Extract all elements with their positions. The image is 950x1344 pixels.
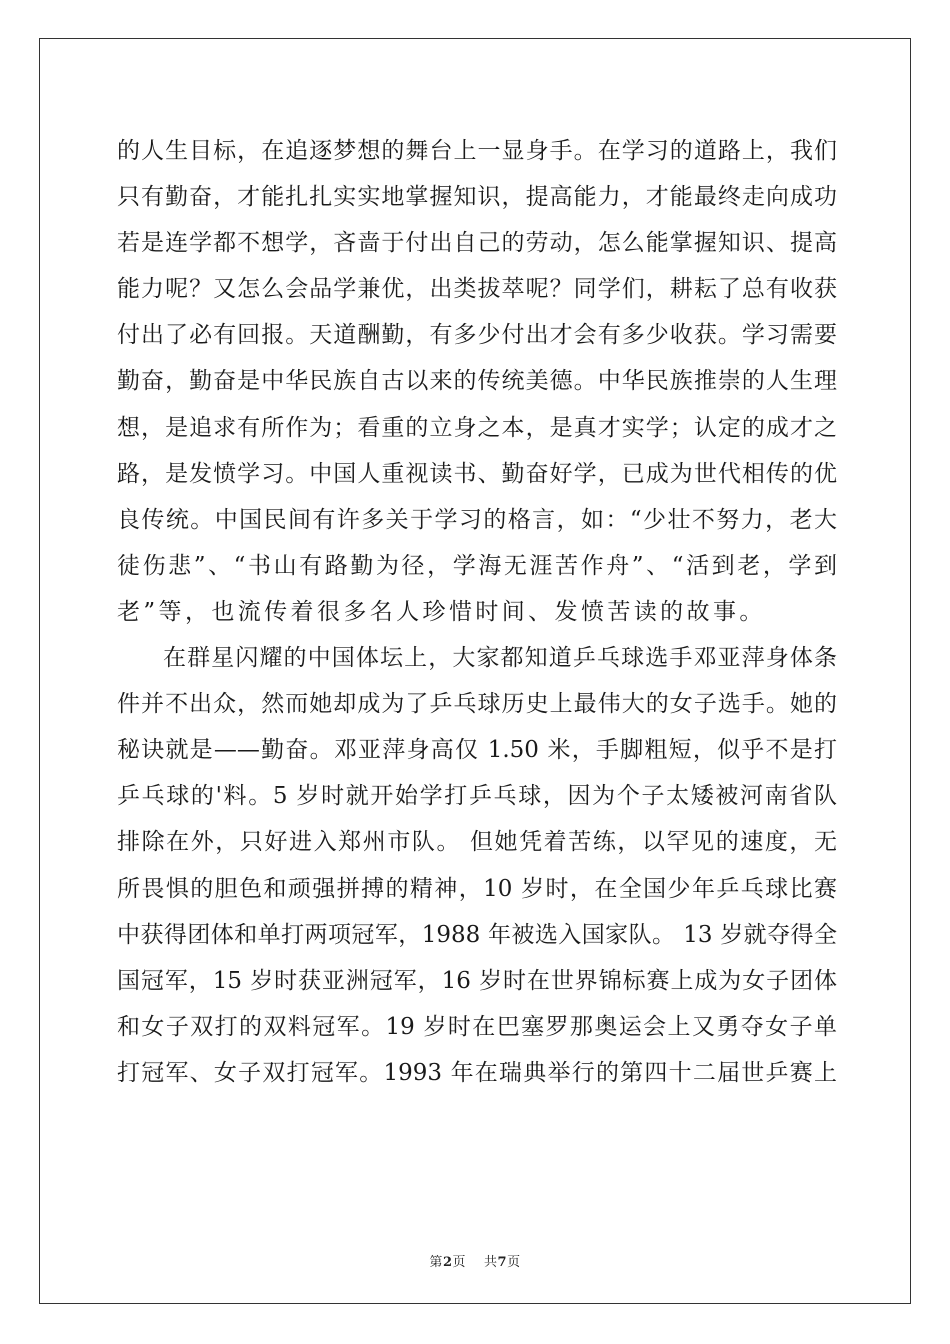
text-line: 良传统。中国民间有许多关于学习的格言，如：“少壮不努力，老大 — [117, 506, 837, 533]
text-line: 和女子双打的双料冠军。19 岁时在巴塞罗那奥运会上又勇夺女子单 — [117, 1013, 837, 1040]
text-line: 乒乓球的'料。5 岁时就开始学打乒乓球，因为个子太矮被河南省队 — [117, 783, 837, 810]
page-number: 2 — [442, 1255, 453, 1270]
total-prefix: 共 — [484, 1255, 498, 1270]
text-line: 中获得团体和单打两项冠军，1988 年被选入国家队。 13 岁就夺得全 — [117, 921, 837, 948]
text-line: 勤奋，勤奋是中华民族自古以来的传统美德。中华民族推崇的人生理 — [117, 368, 837, 395]
text-line: 排除在外，只好进入郑州市队。 但她凭着苦练，以罕见的速度，无 — [117, 829, 837, 856]
page-footer — [0, 1251, 950, 1270]
page-prefix: 第 — [429, 1255, 443, 1270]
text-line: 能力呢？又怎么会品学兼优，出类拔萃呢？同学们，耕耘了总有收获 — [117, 276, 837, 303]
text-line: 想，是追求有所作为；看重的立身之本，是真才实学；认定的成才之 — [117, 414, 837, 441]
page-suffix: 页 — [452, 1255, 466, 1270]
text-line: 国冠军，15 岁时获亚洲冠军，16 岁时在世界锦标赛上成为女子团体 — [117, 967, 837, 994]
text-line: 徒伤悲”、“书山有路勤为径，学海无涯苦作舟”、“活到老，学到 — [117, 552, 837, 579]
document-body — [117, 128, 837, 1096]
total-suffix: 页 — [507, 1255, 521, 1270]
text-line: 件并不出众，然而她却成为了乒乓球历史上最伟大的女子选手。她的 — [117, 691, 837, 718]
text-line: 打冠军、女子双打冠军。1993 年在瑞典举行的第四十二届世乒赛上 — [117, 1059, 837, 1086]
text-line: 若是连学都不想学，吝啬于付出自己的劳动，怎么能掌握知识、提高 — [117, 230, 837, 257]
paragraph-first-line: 在群星闪耀的中国体坛上，大家都知道乒乓球选手邓亚萍身体条 — [163, 645, 837, 672]
text-line: 路，是发愤学习。中国人重视读书、勤奋好学，已成为世代相传的优 — [117, 460, 837, 487]
text-line: 付出了必有回报。天道酬勤，有多少付出才会有多少收获。学习需要 — [117, 322, 837, 349]
text-line: 老”等，也流传着很多名人珍惜时间、发愤苦读的故事。 — [117, 598, 766, 625]
text-line: 秘诀就是——勤奋。邓亚萍身高仅 1.50 米，手脚粗短，似乎不是打 — [117, 737, 837, 764]
total-pages: 7 — [497, 1255, 508, 1270]
text-line: 只有勤奋，才能扎扎实实地掌握知识，提高能力，才能最终走向成功 — [117, 184, 837, 211]
text-line: 所畏惧的胆色和顽强拼搏的精神，10 岁时，在全国少年乒乓球比赛 — [117, 875, 837, 902]
text-line: 的人生目标，在追逐梦想的舞台上一显身手。在学习的道路上，我们 — [117, 138, 837, 164]
